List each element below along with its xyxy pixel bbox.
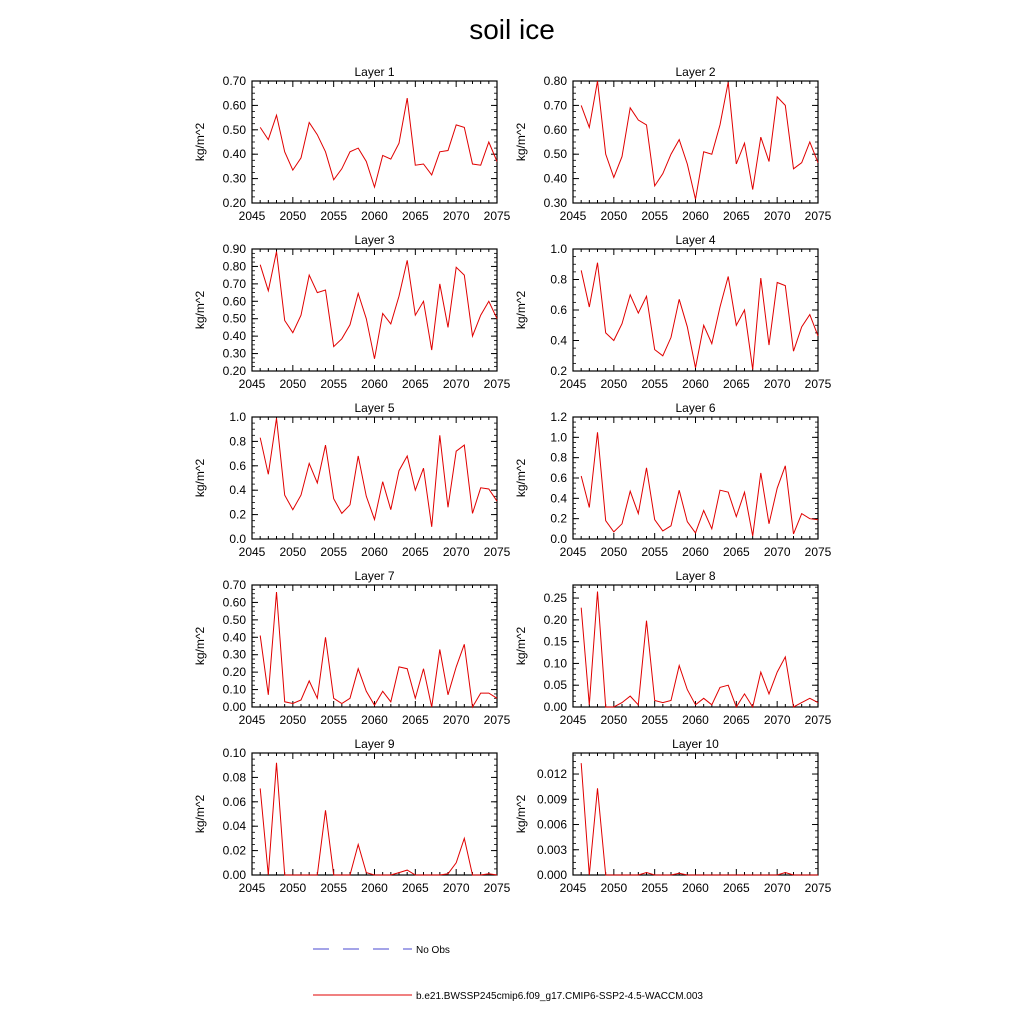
plot-frame [573, 585, 818, 707]
y-tick-label: 0.20 [222, 196, 246, 210]
y-tick-label: 0.20 [222, 364, 246, 378]
y-tick-label: 0.70 [222, 74, 246, 88]
x-tick-label: 2060 [361, 209, 388, 223]
legend-model-label: b.e21.BWSSP245cmip6.f09_g17.CMIP6-SSP2-4.5-WACCM.003 [416, 991, 703, 1002]
series-line [581, 81, 818, 199]
x-tick-label: 2070 [442, 713, 470, 727]
y-axis-label: kg/m^2 [514, 122, 528, 162]
y-tick-label: 0.60 [222, 98, 246, 113]
x-tick-label: 2055 [320, 377, 348, 391]
y-tick-label: 0.80 [222, 259, 246, 274]
x-tick-label: 2045 [559, 881, 587, 895]
y-axis-label: kg/m^2 [514, 458, 528, 498]
y-tick-label: 0.006 [536, 817, 567, 832]
x-tick-label: 2075 [483, 209, 511, 223]
y-tick-label: 0.2 [550, 511, 567, 526]
panel-layer-7 [193, 569, 511, 727]
y-tick-label: 0.30 [222, 346, 246, 361]
y-tick-label: 0.50 [222, 122, 246, 137]
x-tick-label: 2075 [483, 377, 511, 391]
x-tick-label: 2045 [238, 377, 266, 391]
x-tick-label: 2050 [600, 209, 628, 223]
y-tick-label: 0.10 [222, 682, 246, 697]
x-tick-label: 2055 [320, 545, 348, 559]
x-tick-label: 2075 [483, 881, 511, 895]
y-tick-label: 0.00 [222, 700, 246, 714]
x-tick-label: 2075 [804, 713, 832, 727]
x-tick-label: 2050 [279, 545, 307, 559]
y-tick-label: 0.40 [222, 630, 246, 645]
x-tick-label: 2045 [238, 713, 266, 727]
y-tick-label: 0.2 [229, 507, 246, 522]
series-line [260, 763, 497, 875]
x-tick-label: 2045 [559, 713, 587, 727]
y-tick-label: 0.40 [543, 171, 567, 186]
x-tick-label: 2055 [320, 713, 348, 727]
y-tick-label: 0.30 [222, 171, 246, 186]
x-tick-label: 2050 [600, 713, 628, 727]
panel-title: Layer 8 [675, 569, 716, 583]
x-tick-label: 2060 [682, 881, 709, 895]
x-tick-label: 2070 [442, 209, 470, 223]
x-tick-label: 2065 [401, 713, 429, 727]
x-tick-label: 2065 [401, 209, 429, 223]
series-line [581, 263, 818, 370]
panel-title: Layer 7 [354, 569, 395, 583]
plot-frame [573, 753, 818, 875]
panel-layer-2 [514, 65, 832, 223]
x-tick-label: 2055 [641, 545, 669, 559]
x-tick-label: 2070 [442, 881, 470, 895]
panel-title: Layer 1 [354, 65, 395, 79]
y-tick-label: 0.8 [550, 272, 567, 287]
x-tick-label: 2060 [361, 377, 388, 391]
panel-title: Layer 3 [354, 233, 395, 247]
y-tick-label: 0.06 [222, 794, 246, 809]
plot-frame [573, 249, 818, 371]
x-tick-label: 2055 [320, 209, 348, 223]
panel-layer-3 [193, 233, 511, 391]
x-tick-label: 2045 [559, 377, 587, 391]
x-tick-label: 2060 [682, 209, 709, 223]
y-tick-label: 0.70 [222, 276, 246, 291]
y-tick-label: 0.003 [536, 842, 567, 857]
y-tick-label: 0.50 [222, 311, 246, 326]
y-tick-label: 0.6 [550, 471, 567, 485]
y-axis-label: kg/m^2 [193, 794, 207, 834]
x-tick-label: 2060 [361, 545, 388, 559]
y-tick-label: 0.25 [543, 591, 567, 606]
x-tick-label: 2075 [804, 881, 832, 895]
x-tick-label: 2050 [279, 377, 307, 391]
plot-frame [573, 81, 818, 203]
panel-title: Layer 5 [354, 401, 395, 415]
y-axis-label: kg/m^2 [193, 626, 207, 666]
x-tick-label: 2065 [401, 545, 429, 559]
y-tick-label: 0.00 [543, 700, 567, 714]
x-tick-label: 2065 [722, 545, 750, 559]
y-tick-label: 0.40 [222, 147, 246, 162]
y-tick-label: 0.40 [222, 329, 246, 344]
panel-layer-5 [193, 401, 511, 559]
x-tick-label: 2055 [641, 209, 669, 223]
x-tick-label: 2045 [559, 545, 587, 559]
x-tick-label: 2075 [483, 713, 511, 727]
x-tick-label: 2075 [483, 545, 511, 559]
x-tick-label: 2070 [763, 713, 791, 727]
x-tick-label: 2065 [722, 209, 750, 223]
y-tick-label: 0.4 [550, 333, 567, 348]
y-tick-label: 0.70 [543, 98, 567, 113]
x-tick-label: 2065 [722, 881, 750, 895]
y-tick-label: 0.012 [536, 767, 567, 782]
x-tick-label: 2050 [279, 881, 307, 895]
y-tick-label: 0.00 [222, 868, 246, 882]
series-line [260, 98, 497, 187]
y-tick-label: 0.50 [543, 147, 567, 162]
y-tick-label: 1.0 [229, 410, 246, 424]
x-tick-label: 2055 [641, 881, 669, 895]
y-tick-label: 0.0 [550, 532, 567, 546]
figure-title: soil ice [469, 14, 555, 45]
y-tick-label: 0.60 [543, 122, 567, 137]
x-tick-label: 2055 [641, 713, 669, 727]
series-line [260, 592, 497, 707]
y-tick-label: 0.009 [536, 792, 567, 807]
y-tick-label: 1.0 [550, 242, 567, 256]
y-axis-label: kg/m^2 [193, 290, 207, 330]
y-tick-label: 0.50 [222, 612, 246, 627]
series-line [581, 763, 818, 875]
y-tick-label: 0.80 [543, 74, 567, 88]
x-tick-label: 2045 [238, 545, 266, 559]
legend [313, 945, 703, 1002]
y-tick-label: 0.30 [222, 647, 246, 662]
x-tick-label: 2045 [238, 881, 266, 895]
y-tick-label: 0.10 [543, 656, 567, 671]
y-tick-label: 0.6 [229, 458, 246, 473]
y-tick-label: 0.6 [550, 303, 567, 317]
x-tick-label: 2060 [361, 713, 388, 727]
y-tick-label: 0.05 [543, 678, 567, 693]
y-tick-label: 0.08 [222, 770, 246, 785]
series-line [260, 418, 497, 527]
y-tick-label: 0.8 [229, 434, 246, 449]
plot-frame [252, 585, 497, 707]
panel-layer-8 [514, 569, 832, 727]
y-tick-label: 0.2 [550, 364, 567, 378]
panel-title: Layer 6 [675, 401, 716, 415]
y-tick-label: 0.90 [222, 242, 246, 256]
x-tick-label: 2055 [320, 881, 348, 895]
y-tick-label: 0.60 [222, 294, 246, 309]
series-line [260, 252, 497, 359]
panel-layer-1 [193, 65, 511, 223]
x-tick-label: 2075 [804, 209, 832, 223]
x-tick-label: 2050 [600, 545, 628, 559]
x-tick-label: 2065 [722, 713, 750, 727]
panel-layer-6 [514, 401, 832, 559]
x-tick-label: 2070 [442, 377, 470, 391]
y-tick-label: 0.20 [543, 612, 567, 627]
x-tick-label: 2070 [763, 209, 791, 223]
y-tick-label: 0.8 [550, 450, 567, 465]
panel-title: Layer 9 [354, 737, 395, 751]
y-axis-label: kg/m^2 [193, 458, 207, 498]
y-tick-label: 0.20 [222, 665, 246, 680]
y-tick-label: 0.10 [222, 746, 246, 760]
panel-title: Layer 2 [675, 65, 716, 79]
series-line [581, 432, 818, 536]
y-tick-label: 0.0 [229, 532, 246, 546]
x-tick-label: 2060 [682, 545, 709, 559]
x-tick-label: 2060 [682, 713, 709, 727]
x-tick-label: 2050 [600, 377, 628, 391]
x-tick-label: 2060 [361, 881, 388, 895]
y-tick-label: 0.70 [222, 578, 246, 592]
x-tick-label: 2050 [600, 881, 628, 895]
series-line [581, 592, 818, 708]
plot-frame [252, 81, 497, 203]
y-tick-label: 0.15 [543, 634, 567, 649]
y-tick-label: 1.2 [550, 410, 567, 424]
y-tick-label: 0.4 [550, 491, 567, 506]
y-tick-label: 1.0 [550, 430, 567, 445]
y-tick-label: 0.000 [536, 868, 567, 882]
x-tick-label: 2050 [279, 209, 307, 223]
x-tick-label: 2060 [682, 377, 709, 391]
plot-frame [252, 753, 497, 875]
y-tick-label: 0.4 [229, 483, 246, 498]
legend-obs-label: No Obs [416, 945, 450, 956]
x-tick-label: 2075 [804, 377, 832, 391]
x-tick-label: 2065 [722, 377, 750, 391]
y-tick-label: 0.02 [222, 843, 246, 858]
x-tick-label: 2070 [763, 377, 791, 391]
panel-layer-9 [193, 737, 511, 895]
x-tick-label: 2050 [279, 713, 307, 727]
panel-title: Layer 10 [672, 737, 719, 751]
y-tick-label: 0.30 [543, 196, 567, 210]
x-tick-label: 2065 [401, 881, 429, 895]
y-axis-label: kg/m^2 [193, 122, 207, 162]
y-tick-label: 0.60 [222, 595, 246, 610]
x-tick-label: 2070 [763, 545, 791, 559]
x-tick-label: 2055 [641, 377, 669, 391]
x-tick-label: 2070 [763, 881, 791, 895]
panel-title: Layer 4 [675, 233, 716, 247]
panel-layer-10 [514, 737, 832, 895]
x-tick-label: 2065 [401, 377, 429, 391]
x-tick-label: 2075 [804, 545, 832, 559]
panel-layer-4 [514, 233, 832, 391]
y-axis-label: kg/m^2 [514, 626, 528, 666]
y-axis-label: kg/m^2 [514, 290, 528, 330]
x-tick-label: 2045 [559, 209, 587, 223]
x-tick-label: 2045 [238, 209, 266, 223]
plot-frame [252, 249, 497, 371]
y-tick-label: 0.04 [222, 819, 246, 834]
x-tick-label: 2070 [442, 545, 470, 559]
y-axis-label: kg/m^2 [514, 794, 528, 834]
